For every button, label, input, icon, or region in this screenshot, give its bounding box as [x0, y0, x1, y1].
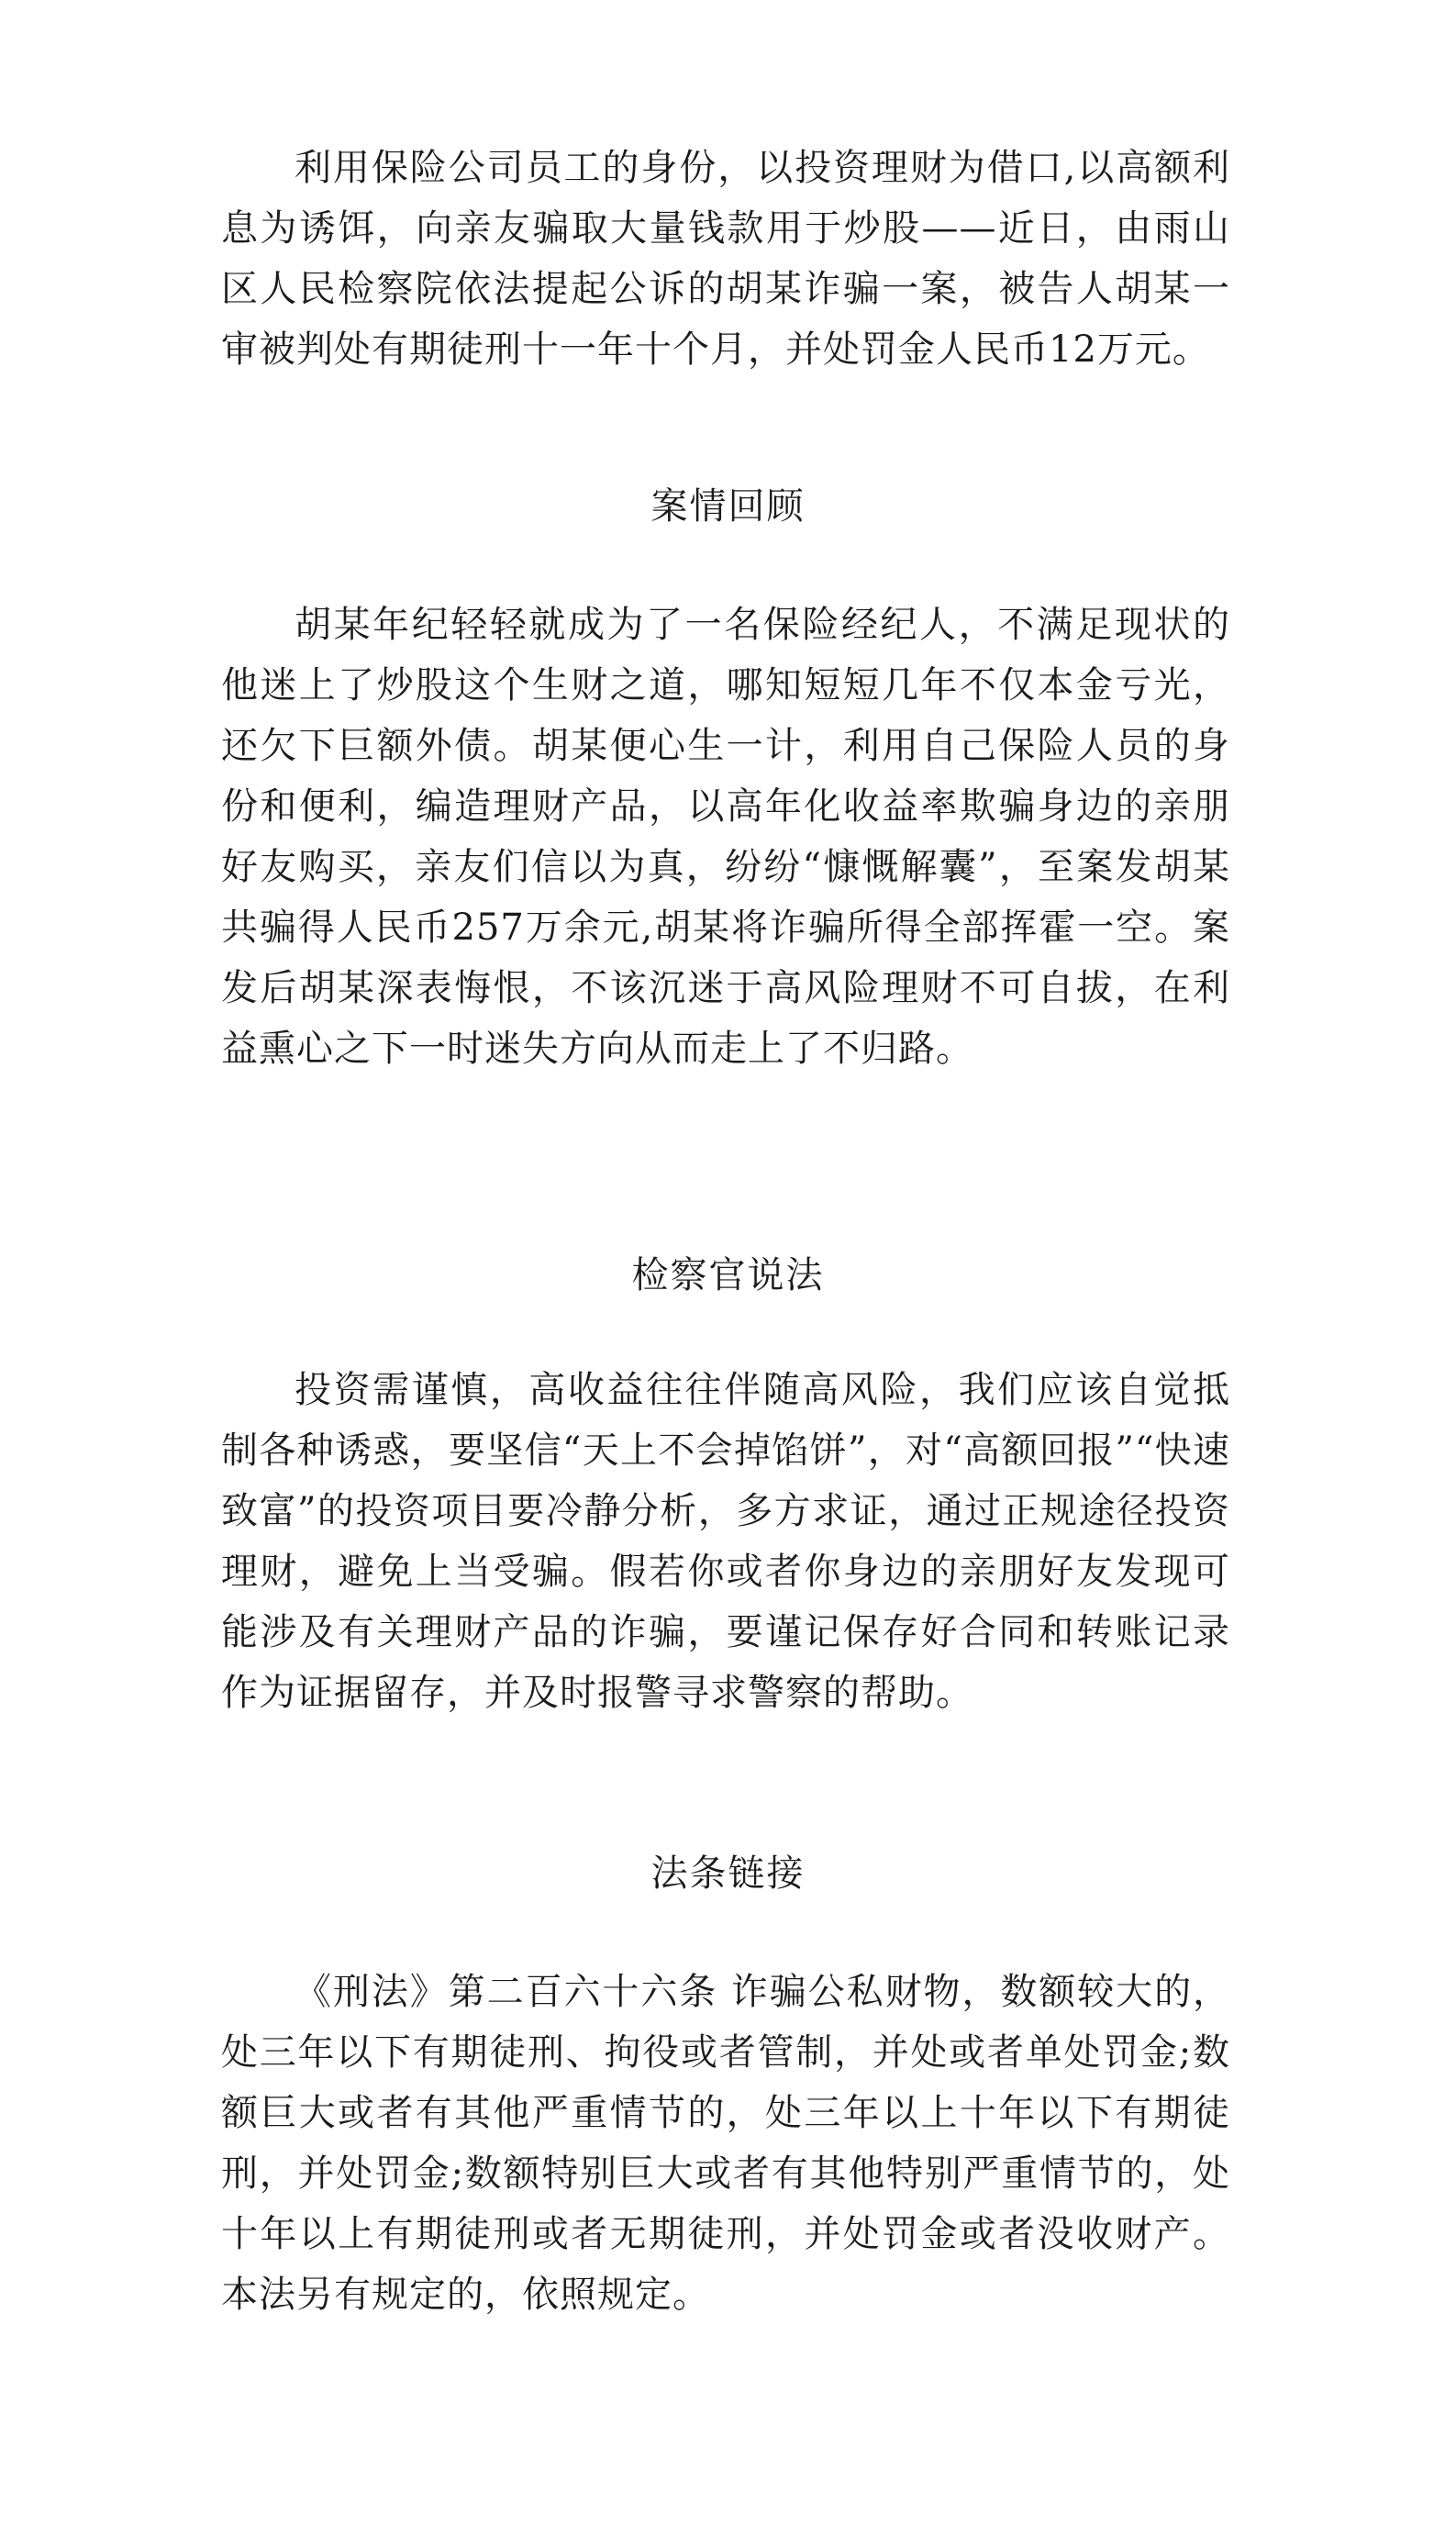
intro-paragraph: 利用保险公司员工的身份，以投资理财为借口,以高额利息为诱饵，向亲友骗取大量钱款用于炒股——近日，由雨山区人民检察院依法提起公诉的胡某诈骗一案，被告人胡某一审被判处有期徒刑十一年十个月，并处罚金人民币12万元。 [221, 147, 1230, 371]
prosecutor-says-paragraph: 投资需谨慎，高收益往往伴随高风险，我们应该自觉抵制各种诱惑，要坚信“天上不会掉馅饼”，对“高额回报”“快速致富”的投资项目要冷静分析，多方求证，通过正规途径投资理财，避免上当受骗。假若你或者你身边的亲朋好友发现可能涉及有关理财产品的诈骗，要谨记保存好合同和转账记录作为证据留存，并及时报警寻求警察的帮助。 [221, 1369, 1230, 1714]
case-review-paragraph: 胡某年纪轻轻就成为了一名保险经纪人，不满足现状的他迷上了炒股这个生财之道，哪知短短几年不仅本金亏光，还欠下巨额外债。胡某便心生一计，利用自己保险人员的身份和便利，编造理财产品，以高年化收益率欺骗身边的亲朋好友购买，亲友们信以为真，纷纷“慷慨解囊”，至案发胡某共骗得人民币257万余元,胡某将诈骗所得全部挥霍一空。案发后胡某深表悔恨，不该沉迷于高风险理财不可自拔，在利益熏心之下一时迷失方向从而走上了不归路。 [221, 604, 1230, 1070]
law-link-paragraph: 《刑法》第二百六十六条 诈骗公私财物，数额较大的，处三年以下有期徒刑、拘役或者管制，并处或者单处罚金;数额巨大或者有其他严重情节的，处三年以上十年以下有期徒刑，并处罚金;数额特别巨大或者有其他特别严重情节的，处十年以上有期徒刑或者无期徒刑，并处罚金或者没收财产。本法另有规定的，依照规定。 [221, 1971, 1230, 2316]
section-heading-prosecutor-says: 检察官说法 [631, 1254, 825, 1296]
section-heading-case-review: 案情回顾 [650, 485, 806, 528]
section-heading-law-link: 法条链接 [650, 1852, 806, 1895]
